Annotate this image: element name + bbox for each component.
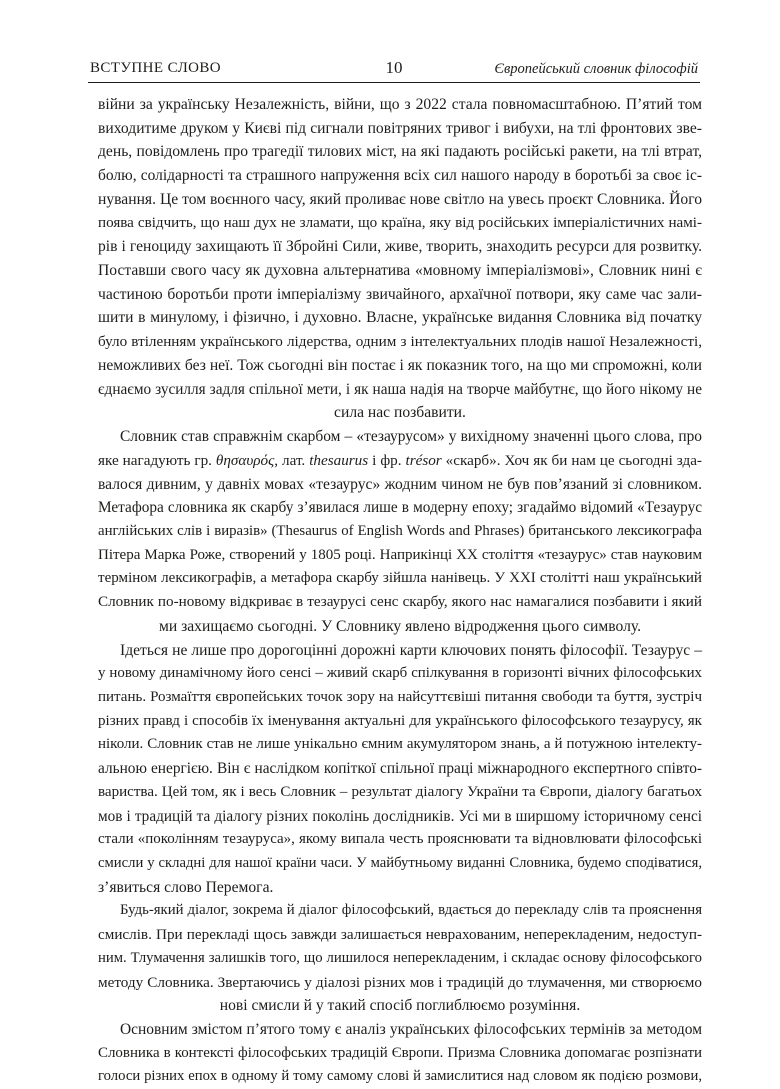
- paragraph-3: [98, 639, 702, 900]
- text-line: альною енергією. Він є наслідком копіткої спільної праці міжнародного експертного співто-: [98, 760, 702, 778]
- text-line: Ідеться не лише про дорогоцінні дорожні карти ключових понять філософії. Тезаурус –: [120, 641, 702, 659]
- text-line: терміном лексикографів, а метафора скарбу зійшла нанівець. У ХХІ столітті наш український: [98, 570, 702, 587]
- text-line: війни за українську Незалежність, війни, що з 2022 стала повномасштабною. П’ятий том: [98, 96, 702, 113]
- text-line: рів і геноциду захищають її Збройні Сили, живе, творить, знаходить ресурси для розвитку.: [98, 238, 702, 256]
- text-line: англійських слів і виразів» (Thesaurus of English Words and Phrases) британського лексикографа: [98, 522, 702, 539]
- text-line: ми захищаємо сьогодні. У Словнику явлено відродження цього символу.: [158, 617, 642, 635]
- page-number: 10: [385, 58, 403, 77]
- text-line: сила нас позбавити.: [334, 404, 466, 422]
- book-title: Європейський словник філософій: [494, 61, 698, 77]
- text-line: різних правд і способів їх іменування актуальні для українського філософського тезаурусу, як: [98, 712, 702, 729]
- text-line: у новому динамічному його сенсі – живий скарб спілкування в горизонті вічних філософських: [98, 665, 702, 682]
- text-line: питань. Розмаїття європейських точок зору на найсуттєвіші питання свободи та буття, зустріч: [98, 688, 702, 705]
- paragraph-1: [98, 93, 702, 425]
- running-head: [88, 58, 700, 83]
- text-line: болю, солідарності та страшного напруження всіх сил нашого народу в боротьбі за своє іс-: [98, 167, 702, 185]
- text-line: день, повідомлень про трагедії тилових міст, на які падають російські ракети, на тлі втрат,: [98, 143, 702, 161]
- text-line: валося дивним, у давніх мовах «тезаурус» жодним чином не був пов’язаний зі словником.: [98, 475, 702, 493]
- text-line: Будь-який діалог, зокрема й діалог філософський, вдається до перекладу слів та прояснення: [120, 902, 702, 919]
- text-line: яке нагадують гр. θησαυρός, лат. thesaurus і фр. trésor «скарб». Хоч як би нам це сьогодні зда-: [98, 451, 702, 469]
- text-line: з’явиться слово Перемога.: [98, 878, 274, 896]
- text-line: виходитиме друком у Києві під сигнали повітряних тривог і вибухи, на тлі фронтових зве-: [98, 119, 702, 137]
- text-line: нування. Це том воєнного часу, який проливає нове світло на увесь проєкт Словника. Його: [98, 190, 702, 208]
- text-line: Словник по-новому відкриває в тезаурусі сенс скарбу, якого нас намагалися позбавити і який: [98, 594, 702, 611]
- text-line: Словник став справжнім скарбом – «тезаурусом» у вихідному значенні цього слова, про: [120, 428, 702, 446]
- text-line: було втіленням українського лідерства, одним з інтелектуальних плодів нашої Незалежності,: [98, 333, 702, 351]
- text-line: Словника в контексті філософських традицій Європи. Призма Словника допомагає розпізнати: [98, 1044, 702, 1061]
- text-line: вариства. Цей том, як і весь Словник – результат діалогу України та Європи, діалогу багатьох: [98, 783, 702, 800]
- text-line: мов і традицій та діалогу різних поколінь дослідників. Усі ми в ширшому історичному сенсі: [98, 807, 702, 825]
- paragraph-2: [98, 425, 702, 638]
- text-line: нові смисли й у такий спосіб поглиблюємо розуміння.: [219, 997, 581, 1015]
- body-text: [98, 93, 702, 1089]
- paragraph-5: [98, 1018, 702, 1089]
- text-line: Основним змістом п’ятого тому є аналіз українських філософських термінів за методом: [120, 1021, 702, 1039]
- section-title: ВСТУПНЕ СЛОВО: [90, 60, 222, 76]
- text-line: методу Словника. Звертаючись у діалозі різних мов і традицій до тлумачення, ми створюємо: [98, 973, 702, 991]
- text-line: Пітера Марка Роже, створений у 1805 році. Наприкінці ХХ століття «тезаурус» став науковим: [98, 546, 702, 563]
- text-line: смислів. При перекладі щось завжди залишається неврахованим, неперекладеним, недоступ-: [98, 926, 702, 944]
- text-line: ним. Тлумачення залишків того, що лишилося неперекладеним, і складає основу філософського: [98, 949, 702, 966]
- text-line: стали «поколінням тезауруса», якому випала честь прояснювати та відновлювати філософські: [98, 831, 702, 848]
- text-line: шити в минулому, і фізично, і духовно. Власне, українське видання Словника від початку: [98, 309, 702, 327]
- text-line: Метафора словника як скарбу з’явилася лише в модерну епоху; згадаймо відомий «Тезаурус: [98, 499, 702, 517]
- text-line: єднаємо зусилля задля спільної мети, і як наша надія на творче майбутнє, що його нікому не: [98, 380, 702, 398]
- text-line: смисли у складні для нашої країни часи. У майбутньому виданні Словника, будемо сподіватися,: [98, 855, 702, 871]
- text-line: голоси різних епох в одному й тому самому слові й замислитися над словом як подією розмови,: [98, 1068, 702, 1085]
- text-line: неможливих без неї. Тож сьогодні він постає і як показник того, на що ми спроможні, коли: [98, 356, 702, 374]
- paragraph-4: [98, 899, 702, 1018]
- text-line: ніколи. Словник став не лише унікально ємним акумулятором знань, а й потужною інтелекту-: [98, 736, 702, 753]
- text-line: частиною боротьби проти імперіалізму звичайного, архаїчної потвори, яку саме час зали-: [98, 285, 702, 303]
- text-line: поява свідчить, що наш дух не зламати, що країна, яку від російських імперіалістичних намі-: [98, 214, 702, 231]
- text-line: Поставши свого часу як духовна альтернатива «мовному імперіалізмові», Словник нині є: [98, 262, 702, 280]
